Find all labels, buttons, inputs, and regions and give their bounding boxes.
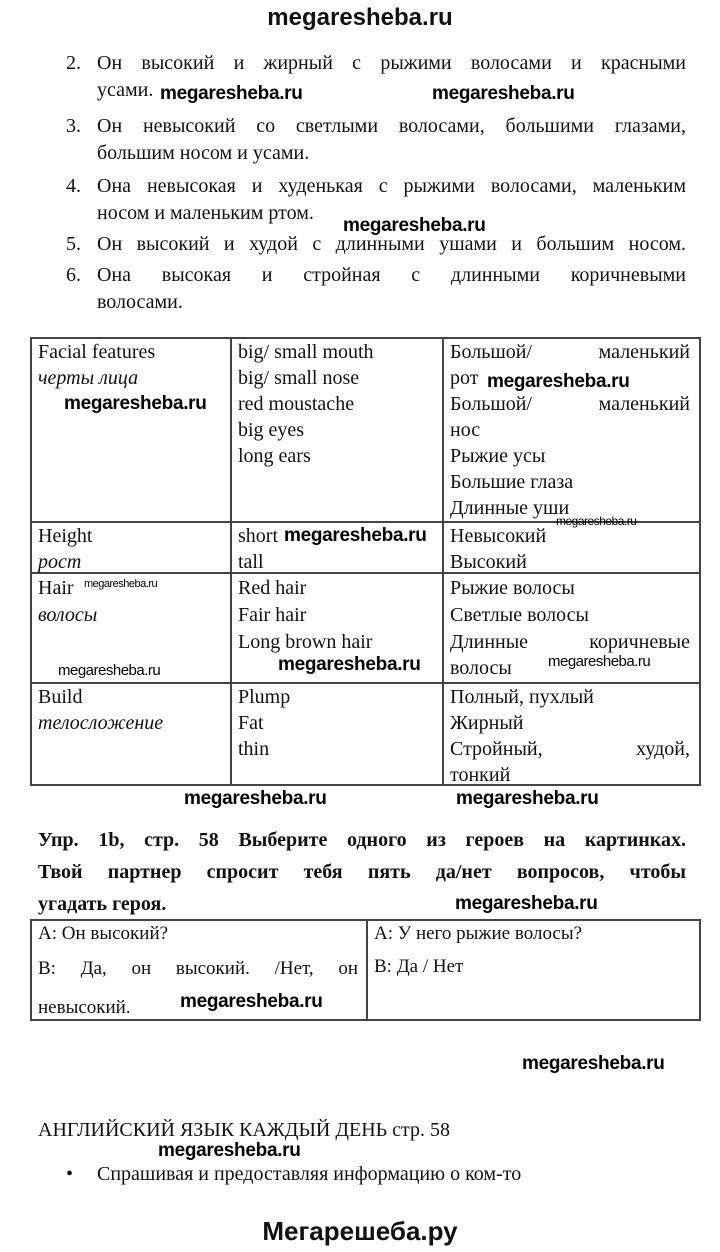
watermark: megaresheba.ru: [548, 653, 651, 670]
watermark: megaresheba.ru: [184, 788, 327, 809]
english-term: Fat: [238, 712, 264, 734]
russian-term: Большой/ маленький: [450, 341, 690, 363]
english-term: tall: [238, 551, 264, 573]
category: Facial features: [38, 341, 156, 363]
english-term: big/ small mouth: [238, 341, 374, 363]
watermark: megaresheba.ru: [58, 662, 161, 679]
list-line: Он высокий и жирный с рыжими волосами и красными: [97, 52, 686, 74]
watermark: megaresheba.ru: [343, 215, 486, 236]
russian-term: тонкий: [450, 764, 511, 786]
english-term: big/ small nose: [238, 367, 360, 389]
list-num: 4.: [66, 175, 81, 197]
exercise-text: угадать героя.: [38, 893, 167, 915]
category: Hair: [38, 577, 74, 599]
exercise-text: Твой партнер спросит тебя пять да/нет вопросов, чтобы: [38, 861, 686, 883]
english-term: Red hair: [238, 577, 307, 599]
header-watermark: megaresheba.ru: [267, 4, 453, 31]
russian-term: Невысокий: [450, 525, 547, 547]
list-line: Она невысокая и худенькая с рыжими волосами, маленьким: [97, 175, 686, 197]
bullet-icon: •: [66, 1163, 74, 1185]
list-line: носом и маленьким ртом.: [97, 202, 314, 224]
watermark: megaresheba.ru: [284, 525, 427, 546]
dialog-line: B: Да, он высокий. /Нет, он: [38, 958, 358, 979]
russian-term: волосы: [450, 657, 512, 679]
watermark: megaresheba.ru: [455, 893, 598, 914]
russian-term: Длинные коричневые: [450, 631, 690, 653]
english-term: big eyes: [238, 419, 305, 441]
dialog-line: A: Он высокий?: [38, 923, 169, 944]
category: Build: [38, 686, 83, 708]
russian-term: Стройный, худой,: [450, 738, 690, 760]
russian-term: Рыжие усы: [450, 445, 546, 467]
watermark: megaresheba.ru: [64, 393, 207, 414]
english-term: Plump: [238, 686, 291, 708]
watermark: megaresheba.ru: [456, 788, 599, 809]
russian-term: Полный, пухлый: [450, 686, 594, 708]
watermark: megaresheba.ru: [84, 578, 158, 590]
list-num: 2.: [66, 52, 81, 74]
english-term: red moustache: [238, 393, 355, 415]
watermark: megaresheba.ru: [556, 514, 637, 528]
category-ru: телосложение: [38, 712, 164, 734]
english-term: thin: [238, 738, 270, 760]
dialog-line: A: У него рыжие волосы?: [374, 923, 583, 944]
list-line: усами.: [97, 79, 154, 101]
russian-term: Большой/ маленький: [450, 393, 690, 415]
russian-term: Высокий: [450, 551, 527, 573]
list-line: Она высокая и стройная с длинными коричневыми: [97, 264, 686, 286]
russian-term: нос: [450, 419, 481, 441]
english-term: long ears: [238, 445, 311, 467]
category-ru: черты лица: [38, 367, 139, 389]
list-line: волосами.: [97, 291, 183, 313]
english-term: short: [238, 525, 278, 547]
list-line: большим носом и усами.: [97, 142, 310, 164]
russian-term: Светлые волосы: [450, 604, 589, 626]
category-ru: рост: [38, 551, 82, 573]
watermark: megaresheba.ru: [160, 83, 303, 104]
english-term: Long brown hair: [238, 631, 373, 653]
list-line: Он высокий и худой с длинными ушами и большим носом.: [97, 233, 686, 255]
russian-term: Жирный: [450, 712, 524, 734]
russian-term: Длинные уши: [450, 497, 570, 519]
russian-term: Рыжие волосы: [450, 577, 575, 599]
english-term: Fair hair: [238, 604, 307, 626]
exercise-text: Упр. 1b, стр. 58 Выберите одного из героев на картинках.: [38, 829, 686, 851]
watermark: megaresheba.ru: [487, 371, 630, 392]
watermark: megaresheba.ru: [278, 654, 421, 675]
dialog-line: B: Да / Нет: [374, 956, 464, 977]
dialog-line: невысокий.: [38, 997, 131, 1018]
footer-watermark: Мегарешеба.ру: [262, 1216, 458, 1246]
section-title: АНГЛИЙСКИЙ ЯЗЫК КАЖДЫЙ ДЕНЬ стр. 58: [38, 1119, 450, 1141]
watermark: megaresheba.ru: [180, 991, 323, 1012]
category-ru: волосы: [38, 604, 98, 626]
category: Height: [38, 525, 93, 547]
russian-term: Большие глаза: [450, 471, 574, 493]
russian-term: рот: [450, 367, 479, 389]
bullet-text: Спрашивая и предоставляя информацию о ком-то: [97, 1163, 522, 1185]
list-line: Он невысокий со светлыми волосами, большими глазами,: [97, 115, 686, 137]
watermark: megaresheba.ru: [158, 1140, 301, 1161]
list-num: 5.: [66, 233, 81, 255]
watermark: megaresheba.ru: [432, 83, 575, 104]
list-num: 6.: [66, 264, 81, 286]
watermark: megaresheba.ru: [522, 1053, 665, 1074]
list-num: 3.: [66, 115, 81, 137]
